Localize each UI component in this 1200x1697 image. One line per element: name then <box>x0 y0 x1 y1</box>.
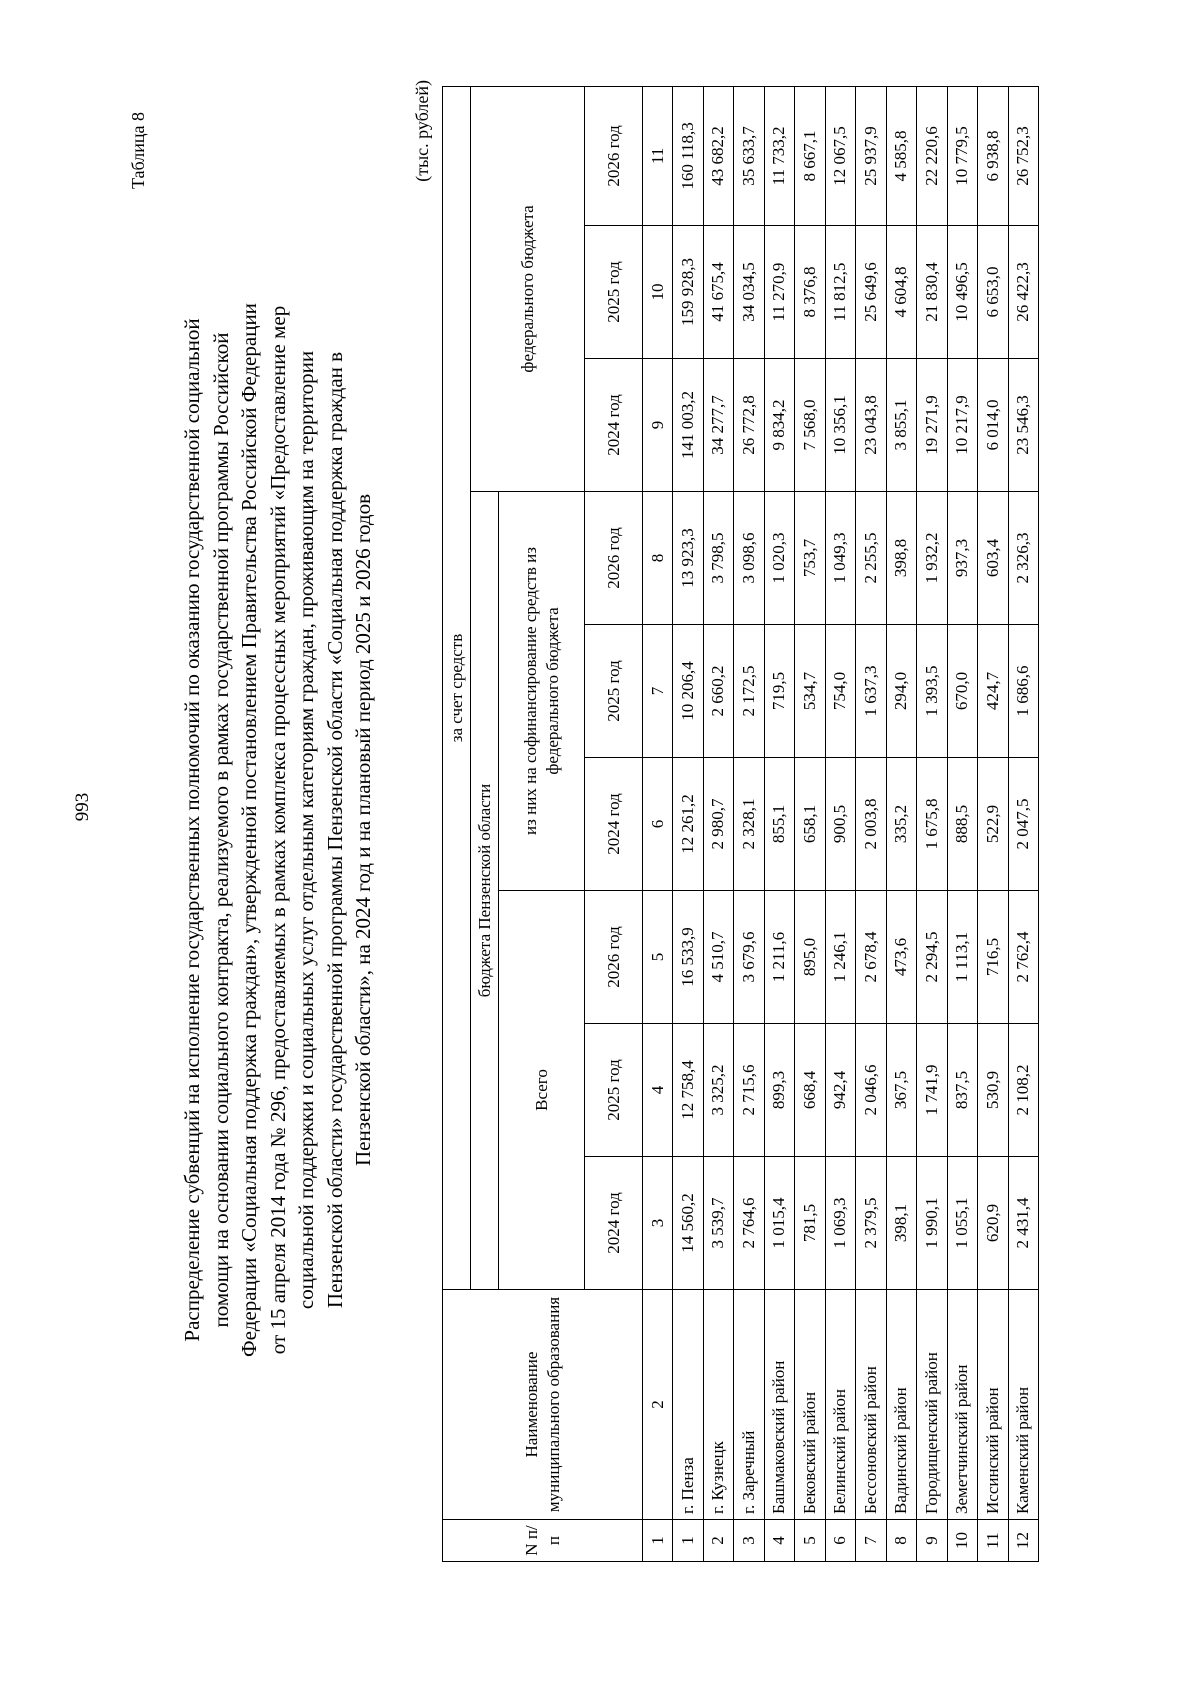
value-cell: 534,7 <box>795 625 826 758</box>
value-cell: 398,8 <box>886 492 917 625</box>
value-cell: 25 649,6 <box>856 226 887 359</box>
value-cell: 11 733,2 <box>764 86 795 225</box>
value-cell: 899,3 <box>764 1024 795 1157</box>
value-cell: 2 764,6 <box>734 1157 765 1290</box>
value-cell: 35 633,7 <box>734 86 765 225</box>
municipality-name: Бековский район <box>795 1290 826 1520</box>
municipality-name: г. Заречный <box>734 1290 765 1520</box>
value-cell: 2 326,3 <box>1008 492 1039 625</box>
municipality-name: Городищенский район <box>917 1290 948 1520</box>
table-row <box>917 86 948 1561</box>
row-number: 9 <box>917 1520 948 1562</box>
value-cell: 2 328,1 <box>734 758 765 891</box>
value-cell: 753,7 <box>795 492 826 625</box>
value-cell: 11 812,5 <box>825 226 856 359</box>
header-year: 2025 год <box>585 625 643 758</box>
value-cell: 2 003,8 <box>856 758 887 891</box>
value-cell: 21 830,4 <box>917 226 948 359</box>
value-cell: 10 779,5 <box>947 86 978 225</box>
header-cofinancing: из них на софинансирование средств из федерального бюджета <box>499 492 585 891</box>
value-cell: 1 637,3 <box>856 625 887 758</box>
title-line: помощи на основании социального контракта, реализуемого в рамках государственной программы Российской <box>208 332 233 1328</box>
value-cell: 3 855,1 <box>886 359 917 492</box>
value-cell: 530,9 <box>978 1024 1009 1157</box>
value-cell: 781,5 <box>795 1157 826 1290</box>
value-cell: 522,9 <box>978 758 1009 891</box>
document-title <box>178 105 378 1555</box>
column-number: 11 <box>643 86 673 225</box>
value-cell: 141 003,2 <box>673 359 704 492</box>
value-cell: 43 682,2 <box>703 86 734 225</box>
value-cell: 34 034,5 <box>734 226 765 359</box>
row-number: 4 <box>764 1520 795 1562</box>
value-cell: 160 118,3 <box>673 86 704 225</box>
value-cell: 900,5 <box>825 758 856 891</box>
value-cell: 1 113,1 <box>947 891 978 1024</box>
header-za-schet: за счет средств <box>443 86 471 1289</box>
value-cell: 22 220,6 <box>917 86 948 225</box>
value-cell: 2 108,2 <box>1008 1024 1039 1157</box>
value-cell: 294,0 <box>886 625 917 758</box>
title-line: социальной поддержки и социальных услуг отдельным категориям граждан, проживающим на территории <box>294 350 318 1310</box>
row-number: 10 <box>947 1520 978 1562</box>
municipality-name: Каменский район <box>1008 1290 1039 1520</box>
header-year: 2026 год <box>585 891 643 1024</box>
value-cell: 41 675,4 <box>703 226 734 359</box>
header-regional-budget: бюджета Пензенской области <box>471 492 499 1290</box>
value-cell: 754,0 <box>825 625 856 758</box>
title-line: Распределение субвенций на исполнение государственных полномочий по оказанию государственной социальной <box>180 318 204 1342</box>
municipality-name: Вадинский район <box>886 1290 917 1520</box>
value-cell: 26 422,3 <box>1008 226 1039 359</box>
value-cell: 1 246,1 <box>825 891 856 1024</box>
column-number: 7 <box>643 625 673 758</box>
value-cell: 1 675,8 <box>917 758 948 891</box>
municipality-name: Башмаковский район <box>764 1290 795 1520</box>
value-cell: 2 379,5 <box>856 1157 887 1290</box>
value-cell: 2 762,4 <box>1008 891 1039 1024</box>
value-cell: 16 533,9 <box>673 891 704 1024</box>
value-cell: 1 055,1 <box>947 1157 978 1290</box>
value-cell: 670,0 <box>947 625 978 758</box>
value-cell: 1 741,9 <box>917 1024 948 1157</box>
value-cell: 3 679,6 <box>734 891 765 1024</box>
title-line: Пензенской области» государственной программы Пензенской области «Социальная поддержка граждан в <box>322 351 347 1309</box>
value-cell: 2 660,2 <box>703 625 734 758</box>
value-cell: 4 585,8 <box>886 86 917 225</box>
value-cell: 837,5 <box>947 1024 978 1157</box>
value-cell: 19 271,9 <box>917 359 948 492</box>
column-number: 3 <box>643 1157 673 1290</box>
value-cell: 2 678,4 <box>856 891 887 1024</box>
value-cell: 1 990,1 <box>917 1157 948 1290</box>
value-cell: 6 938,8 <box>978 86 1009 225</box>
value-cell: 895,0 <box>795 891 826 1024</box>
value-cell: 6 014,0 <box>978 359 1009 492</box>
column-number: 1 <box>643 1520 673 1562</box>
table-row <box>886 86 917 1561</box>
municipality-name: Земетчинский район <box>947 1290 978 1520</box>
value-cell: 2 980,7 <box>703 758 734 891</box>
table-row <box>734 86 765 1561</box>
row-number: 5 <box>795 1520 826 1562</box>
value-cell: 3 798,5 <box>703 492 734 625</box>
value-cell: 8 376,8 <box>795 226 826 359</box>
header-year: 2025 год <box>585 226 643 359</box>
value-cell: 23 546,3 <box>1008 359 1039 492</box>
table-row <box>947 86 978 1561</box>
value-cell: 159 928,3 <box>673 226 704 359</box>
column-number: 5 <box>643 891 673 1024</box>
value-cell: 13 923,3 <box>673 492 704 625</box>
value-cell: 26 752,3 <box>1008 86 1039 225</box>
value-cell: 12 261,2 <box>673 758 704 891</box>
value-cell: 26 772,8 <box>734 359 765 492</box>
value-cell: 7 568,0 <box>795 359 826 492</box>
value-cell: 603,4 <box>978 492 1009 625</box>
value-cell: 2 172,5 <box>734 625 765 758</box>
municipality-name: г. Кузнецк <box>703 1290 734 1520</box>
value-cell: 4 604,8 <box>886 226 917 359</box>
value-cell: 3 539,7 <box>703 1157 734 1290</box>
value-cell: 888,5 <box>947 758 978 891</box>
value-cell: 1 686,6 <box>1008 625 1039 758</box>
value-cell: 1 020,3 <box>764 492 795 625</box>
value-cell: 9 834,2 <box>764 359 795 492</box>
value-cell: 12 758,4 <box>673 1024 704 1157</box>
value-cell: 335,2 <box>886 758 917 891</box>
table-row <box>673 86 704 1561</box>
value-cell: 668,4 <box>795 1024 826 1157</box>
value-cell: 4 510,7 <box>703 891 734 1024</box>
header-federal-budget: федерального бюджета <box>471 86 585 491</box>
row-number: 3 <box>734 1520 765 1562</box>
value-cell: 937,3 <box>947 492 978 625</box>
table-row <box>978 86 1009 1561</box>
header-year: 2025 год <box>585 1024 643 1157</box>
header-year: 2026 год <box>585 492 643 625</box>
table-row <box>795 86 826 1561</box>
header-name: Наименование муниципального образования <box>443 1290 643 1520</box>
value-cell: 2 046,6 <box>856 1024 887 1157</box>
municipality-name: Бессоновский район <box>856 1290 887 1520</box>
table-row <box>764 86 795 1561</box>
municipality-name: г. Пенза <box>673 1290 704 1520</box>
value-cell: 1 211,6 <box>764 891 795 1024</box>
value-cell: 2 294,5 <box>917 891 948 1024</box>
title-line: от 15 апреля 2014 года № 296, предоставляемых в рамках комплекса процессных мероприятий «Предоставление мер <box>265 305 290 1355</box>
row-number: 8 <box>886 1520 917 1562</box>
value-cell: 2 715,6 <box>734 1024 765 1157</box>
row-number: 7 <box>856 1520 887 1562</box>
column-number: 10 <box>643 226 673 359</box>
row-number: 1 <box>673 1520 704 1562</box>
value-cell: 1 069,3 <box>825 1157 856 1290</box>
title-line: Федерации «Социальная поддержка граждан», утвержденной постановлением Правительства Российской Федерации <box>237 303 261 1357</box>
header-year: 2024 год <box>585 1157 643 1290</box>
column-number: 8 <box>643 492 673 625</box>
value-cell: 620,9 <box>978 1157 1009 1290</box>
value-cell: 367,5 <box>886 1024 917 1157</box>
units-label: (тыс. рублей) <box>412 80 432 182</box>
title-line: Пензенской области», на 2024 год и на плановый период 2025 и 2026 годов <box>351 494 375 1166</box>
value-cell: 8 667,1 <box>795 86 826 225</box>
value-cell: 1 049,3 <box>825 492 856 625</box>
header-vsego: Всего <box>499 891 585 1290</box>
table-row <box>856 86 887 1561</box>
table-row <box>825 86 856 1561</box>
header-year: 2024 год <box>585 758 643 891</box>
value-cell: 11 270,9 <box>764 226 795 359</box>
row-number: 12 <box>1008 1520 1039 1562</box>
value-cell: 942,4 <box>825 1024 856 1157</box>
value-cell: 34 277,7 <box>703 359 734 492</box>
value-cell: 10 496,5 <box>947 226 978 359</box>
header-year: 2026 год <box>585 86 643 225</box>
value-cell: 23 043,8 <box>856 359 887 492</box>
value-cell: 473,6 <box>886 891 917 1024</box>
value-cell: 1 393,5 <box>917 625 948 758</box>
header-n: N п/п <box>443 1520 643 1562</box>
value-cell: 10 217,9 <box>947 359 978 492</box>
column-number: 9 <box>643 359 673 492</box>
table-label: Таблица 8 <box>128 112 148 189</box>
value-cell: 25 937,9 <box>856 86 887 225</box>
column-number: 4 <box>643 1024 673 1157</box>
value-cell: 3 325,2 <box>703 1024 734 1157</box>
value-cell: 14 560,2 <box>673 1157 704 1290</box>
header-year: 2024 год <box>585 359 643 492</box>
value-cell: 716,5 <box>978 891 1009 1024</box>
value-cell: 1 015,4 <box>764 1157 795 1290</box>
value-cell: 2 431,4 <box>1008 1157 1039 1290</box>
value-cell: 10 356,1 <box>825 359 856 492</box>
value-cell: 855,1 <box>764 758 795 891</box>
value-cell: 424,7 <box>978 625 1009 758</box>
column-number: 2 <box>643 1290 673 1520</box>
value-cell: 6 653,0 <box>978 226 1009 359</box>
value-cell: 719,5 <box>764 625 795 758</box>
value-cell: 398,1 <box>886 1157 917 1290</box>
value-cell: 1 932,2 <box>917 492 948 625</box>
value-cell: 3 098,6 <box>734 492 765 625</box>
page-number: 993 <box>72 792 93 822</box>
value-cell: 2 255,5 <box>856 492 887 625</box>
municipality-name: Белинский район <box>825 1290 856 1520</box>
subvention-table <box>442 86 1039 1562</box>
municipality-name: Иссинский район <box>978 1290 1009 1520</box>
row-number: 6 <box>825 1520 856 1562</box>
value-cell: 10 206,4 <box>673 625 704 758</box>
table-row <box>1008 86 1039 1561</box>
column-number: 6 <box>643 758 673 891</box>
row-number: 2 <box>703 1520 734 1562</box>
value-cell: 12 067,5 <box>825 86 856 225</box>
row-number: 11 <box>978 1520 1009 1562</box>
value-cell: 658,1 <box>795 758 826 891</box>
table-row <box>703 86 734 1561</box>
value-cell: 2 047,5 <box>1008 758 1039 891</box>
